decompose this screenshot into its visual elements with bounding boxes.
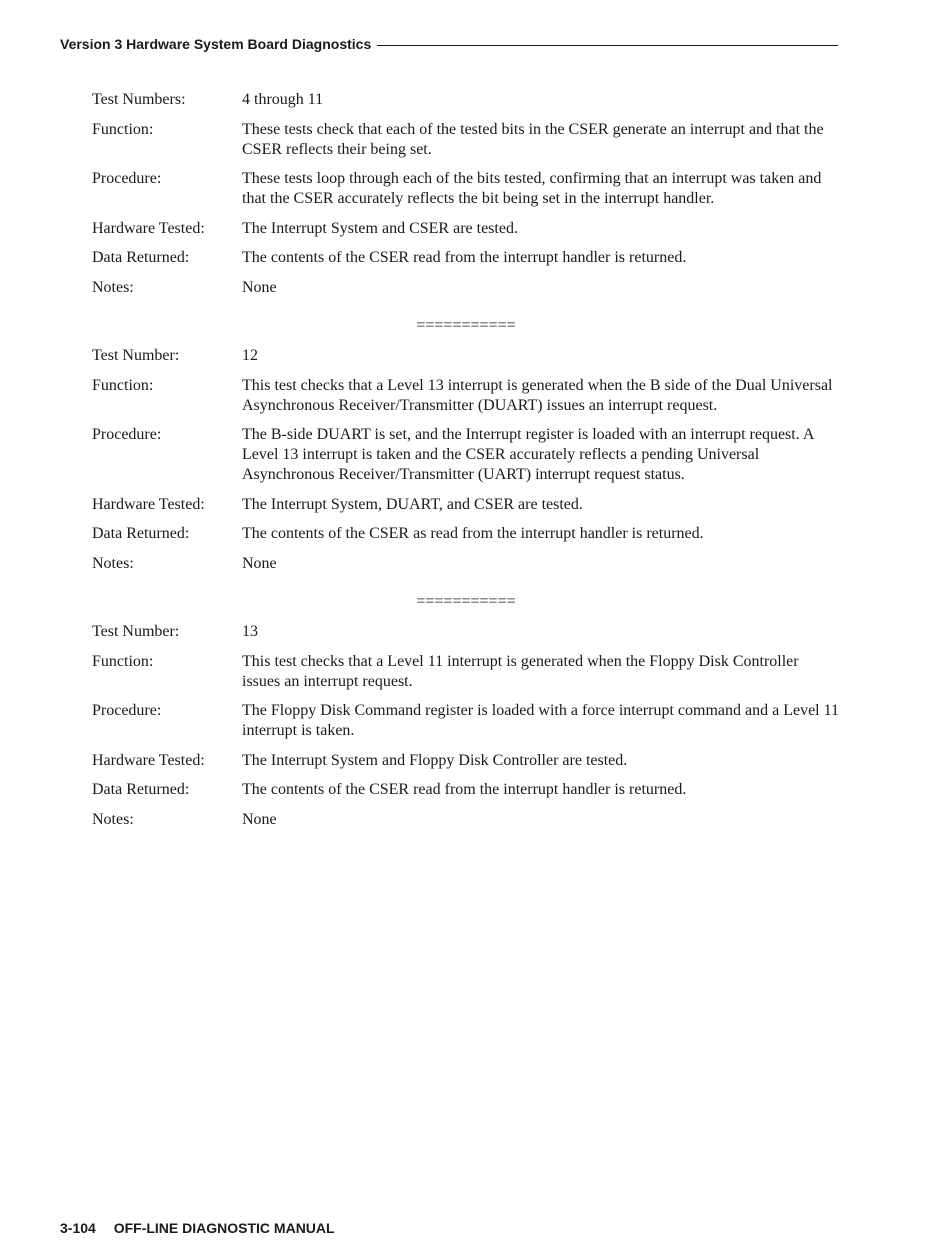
entry-value: The Interrupt System and Floppy Disk Controller are tested. [242, 751, 628, 769]
entry-value: The contents of the CSER read from the interrupt handler is returned. [242, 249, 687, 266]
entry-value: None [242, 278, 277, 296]
manual-title: OFF-LINE DIAGNOSTIC MANUAL [113, 1220, 335, 1236]
entry-row [92, 346, 840, 366]
entry-row [92, 751, 840, 771]
entry-value: 13 [242, 623, 258, 640]
entry-row [92, 90, 840, 110]
entry-value: These tests loop through each of the bits tested, confirming that an interrupt was taken and that the CSER accurately reflects the bit being set in the interrupt handler. [242, 170, 822, 207]
entry-value: These tests check that each of the tested bits in the CSER generate an interrupt and that the CSER reflects their being set. [242, 120, 824, 158]
entry-row [92, 554, 840, 574]
entry-label: Test Number: [92, 623, 180, 640]
entry-row [92, 622, 840, 642]
test-section-13 [92, 622, 840, 830]
entry-value: None [242, 554, 277, 572]
entry-label: Notes: [92, 554, 134, 572]
entry-value: None [242, 810, 277, 828]
entry-row [92, 524, 840, 544]
page-footer [60, 1220, 335, 1236]
entry-label: Hardware Tested: [92, 219, 205, 237]
entry-label: Function: [92, 652, 154, 670]
running-header [60, 36, 838, 52]
entry-label: Procedure: [92, 170, 162, 187]
entry-value: The B-side DUART is set, and the Interrupt register is loaded with an interrupt request. A Level 13 interrupt is taken and the CSER accurately reflects a pending Universal Asynchronous Receiver/Transmitter (UART) interrupt request status. [242, 426, 814, 483]
entry-row [92, 278, 840, 298]
entry-label: Procedure: [92, 426, 162, 443]
entry-label: Function: [92, 120, 154, 138]
entry-label: Hardware Tested: [92, 495, 205, 513]
section-separator: =========== [416, 317, 516, 334]
entry-label: Notes: [92, 810, 134, 828]
entry-row [92, 425, 840, 485]
entry-value: The Floppy Disk Command register is loaded with a force interrupt command and a Level 11 interrupt is taken. [242, 702, 840, 739]
entry-value: The contents of the CSER read from the interrupt handler is returned. [242, 781, 687, 798]
entry-label: Test Numbers: [92, 91, 186, 108]
entry-value: This test checks that a Level 13 interrupt is generated when the B side of the Dual Universal Asynchronous Receiver/Transmitter (DUART) issues an interrupt request. [242, 376, 833, 414]
entry-label: Test Number: [92, 347, 180, 364]
entry-label: Data Returned: [92, 525, 190, 542]
entry-value: The Interrupt System, DUART, and CSER are tested. [242, 495, 583, 513]
entry-row [92, 169, 840, 209]
entry-row [92, 248, 840, 268]
entry-row [92, 810, 840, 830]
entry-label: Hardware Tested: [92, 751, 205, 769]
entry-row [92, 652, 840, 692]
entry-value: 4 through 11 [242, 91, 324, 108]
entry-label: Data Returned: [92, 781, 190, 798]
entry-value: The contents of the CSER as read from the interrupt handler is returned. [242, 525, 704, 542]
entry-row [92, 780, 840, 800]
entry-row [92, 120, 840, 160]
entry-label: Procedure: [92, 702, 162, 719]
document-body [92, 90, 840, 839]
entry-row [92, 219, 840, 239]
entry-row [92, 495, 840, 515]
entry-value: This test checks that a Level 11 interrupt is generated when the Floppy Disk Controller issues an interrupt request. [242, 652, 799, 690]
entry-label: Function: [92, 376, 154, 394]
page-number: 3-104 [60, 1220, 96, 1236]
section-separator: =========== [416, 593, 516, 610]
entry-row [92, 701, 840, 741]
entry-label: Data Returned: [92, 249, 190, 266]
header-rule [377, 45, 838, 46]
entry-label: Notes: [92, 278, 134, 296]
test-section-12 [92, 346, 840, 574]
header-title: Version 3 Hardware System Board Diagnostics [60, 36, 372, 52]
entry-value: 12 [242, 347, 258, 364]
entry-row [92, 376, 840, 416]
test-section-4-11 [92, 90, 840, 298]
entry-value: The Interrupt System and CSER are tested. [242, 219, 518, 237]
